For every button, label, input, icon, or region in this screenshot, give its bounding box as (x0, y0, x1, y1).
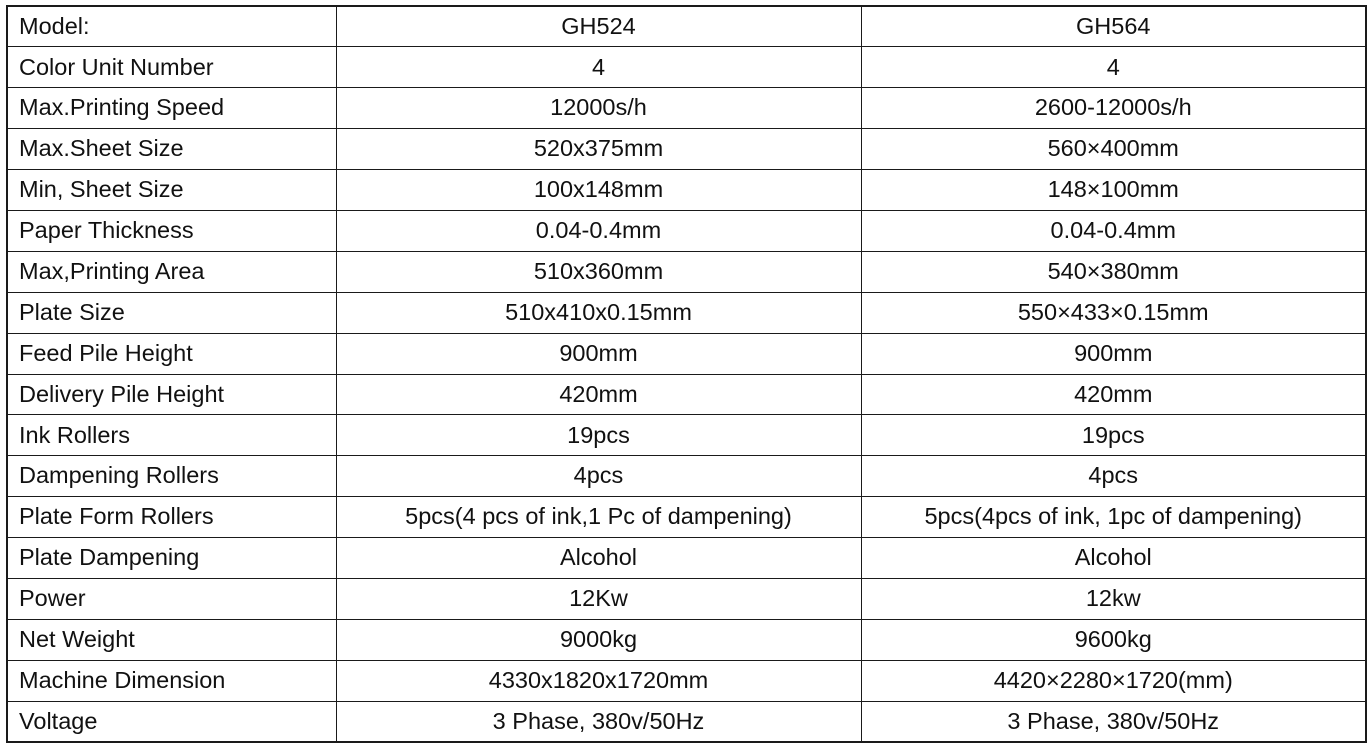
spec-label: Voltage (7, 701, 336, 742)
spec-value-gh564: 540×380mm (861, 251, 1366, 292)
table-row (7, 578, 1366, 619)
spec-value-gh564: 4 (861, 47, 1366, 88)
spec-label: Ink Rollers (7, 415, 336, 456)
spec-label: Color Unit Number (7, 47, 336, 88)
spec-value-gh524: 9000kg (336, 619, 861, 660)
spec-label: Net Weight (7, 619, 336, 660)
spec-label: Min, Sheet Size (7, 170, 336, 211)
spec-label: Plate Dampening (7, 538, 336, 579)
table-row (7, 129, 1366, 170)
spec-label: Feed Pile Height (7, 333, 336, 374)
table-row (7, 170, 1366, 211)
spec-value-gh524: 510x410x0.15mm (336, 292, 861, 333)
spec-label: Machine Dimension (7, 660, 336, 701)
spec-value-gh524: 4pcs (336, 456, 861, 497)
spec-value-gh564: 900mm (861, 333, 1366, 374)
spec-value-gh524: 4330x1820x1720mm (336, 660, 861, 701)
table-row (7, 251, 1366, 292)
table-row (7, 538, 1366, 579)
table-header-row (7, 6, 1366, 47)
spec-value-gh524: 5pcs(4 pcs of ink,1 Pc of dampening) (336, 497, 861, 538)
spec-value-gh524: Alcohol (336, 538, 861, 579)
spec-value-gh564: 5pcs(4pcs of ink, 1pc of dampening) (861, 497, 1366, 538)
spec-value-gh564: 420mm (861, 374, 1366, 415)
spec-value-gh524: 900mm (336, 333, 861, 374)
spec-value-gh564: 550×433×0.15mm (861, 292, 1366, 333)
column-header-model: Model: (7, 6, 336, 47)
column-header-gh564: GH564 (861, 6, 1366, 47)
spec-label: Max.Printing Speed (7, 88, 336, 129)
spec-label: Delivery Pile Height (7, 374, 336, 415)
table-row (7, 333, 1366, 374)
spec-value-gh524: 420mm (336, 374, 861, 415)
spec-value-gh524: 510x360mm (336, 251, 861, 292)
spec-label: Plate Size (7, 292, 336, 333)
spec-label: Power (7, 578, 336, 619)
spec-value-gh524: 12Kw (336, 578, 861, 619)
table-row (7, 701, 1366, 742)
spec-value-gh524: 100x148mm (336, 170, 861, 211)
column-header-gh524: GH524 (336, 6, 861, 47)
spec-label: Max.Sheet Size (7, 129, 336, 170)
spec-value-gh564: Alcohol (861, 538, 1366, 579)
spec-value-gh524: 12000s/h (336, 88, 861, 129)
table-row (7, 292, 1366, 333)
table-row (7, 660, 1366, 701)
spec-value-gh564: 19pcs (861, 415, 1366, 456)
spec-value-gh524: 0.04-0.4mm (336, 210, 861, 251)
spec-value-gh564: 0.04-0.4mm (861, 210, 1366, 251)
spec-value-gh564: 4pcs (861, 456, 1366, 497)
table-row (7, 374, 1366, 415)
table-row (7, 210, 1366, 251)
spec-table-body (7, 6, 1366, 742)
spec-value-gh524: 3 Phase, 380v/50Hz (336, 701, 861, 742)
spec-label: Max,Printing Area (7, 251, 336, 292)
spec-table (6, 5, 1367, 743)
spec-value-gh564: 148×100mm (861, 170, 1366, 211)
spec-value-gh524: 19pcs (336, 415, 861, 456)
table-row (7, 47, 1366, 88)
spec-value-gh564: 12kw (861, 578, 1366, 619)
table-row (7, 619, 1366, 660)
table-row (7, 497, 1366, 538)
spec-label: Paper Thickness (7, 210, 336, 251)
spec-value-gh524: 4 (336, 47, 861, 88)
table-row (7, 415, 1366, 456)
spec-value-gh564: 3 Phase, 380v/50Hz (861, 701, 1366, 742)
table-row (7, 456, 1366, 497)
spec-label: Plate Form Rollers (7, 497, 336, 538)
table-row (7, 88, 1366, 129)
spec-value-gh564: 2600-12000s/h (861, 88, 1366, 129)
spec-value-gh564: 9600kg (861, 619, 1366, 660)
spec-value-gh564: 560×400mm (861, 129, 1366, 170)
spec-value-gh564: 4420×2280×1720(mm) (861, 660, 1366, 701)
spec-label: Dampening Rollers (7, 456, 336, 497)
spec-value-gh524: 520x375mm (336, 129, 861, 170)
